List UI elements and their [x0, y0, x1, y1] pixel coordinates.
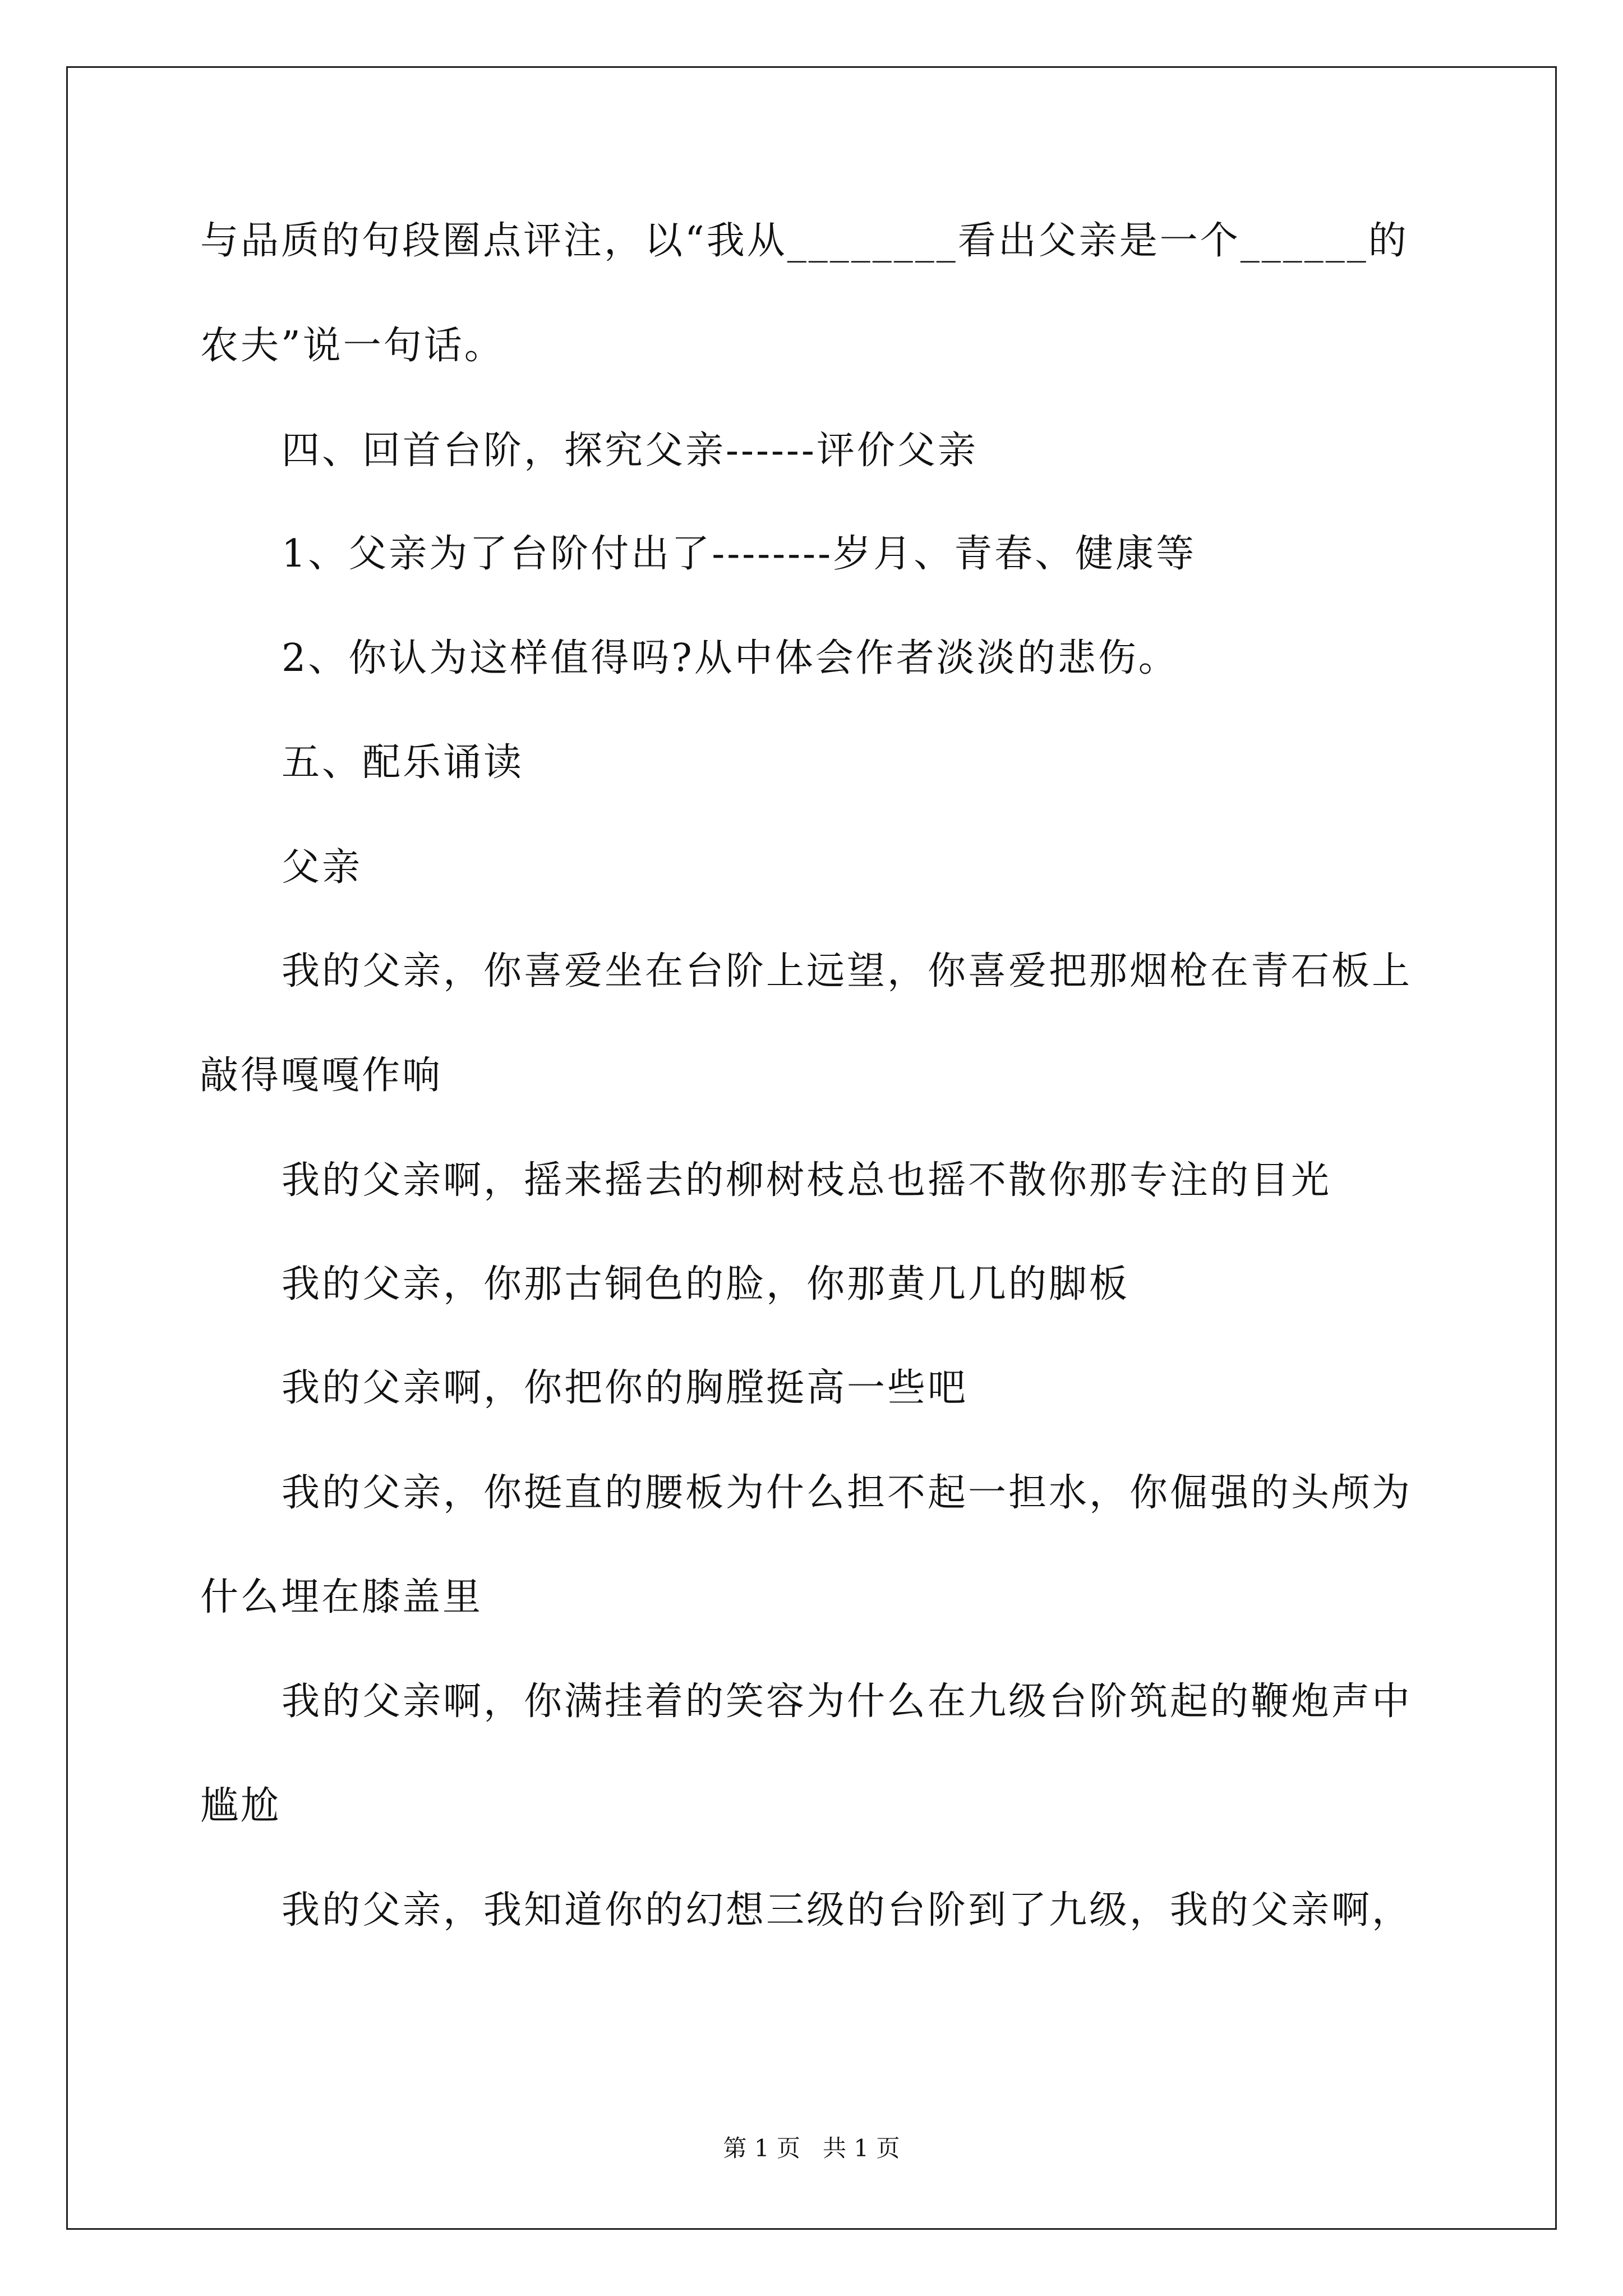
poem-line: 尴尬: [200, 1784, 282, 1828]
poem-line: 我的父亲啊，你把你的胸膛挺高一些吧: [282, 1366, 969, 1410]
list-item: 2、你认为这样值得吗?从中体会作者淡淡的悲伤。: [282, 636, 1179, 680]
text-line: 与品质的句段圈点评注，以“我从________看出父亲是一个______的: [200, 219, 1409, 263]
poem-line: 我的父亲啊，摇来摇去的柳树枝总也摇不散你那专注的目光: [282, 1158, 1332, 1203]
poem-line: 我的父亲啊，你满挂着的笑容为什么在九级台阶筑起的鞭炮声中: [282, 1680, 1413, 1724]
poem-line: 我的父亲，我知道你的幻想三级的台阶到了九级，我的父亲啊，: [282, 1888, 1413, 1932]
list-item: 1、父亲为了台阶付出了--------岁月、青春、健康等: [282, 532, 1197, 576]
poem-title: 父亲: [282, 845, 363, 890]
text-line: 农夫”说一句话。: [200, 324, 505, 368]
section-heading: 五、配乐诵读: [282, 740, 524, 785]
poem-line: 我的父亲，你喜爱坐在台阶上远望，你喜爱把那烟枪在青石板上: [282, 949, 1413, 993]
poem-line: 我的父亲，你挺直的腰板为什么担不起一担水，你倔强的头颅为: [282, 1471, 1413, 1515]
poem-line: 我的父亲，你那古铜色的脸，你那黄几几的脚板: [282, 1262, 1130, 1306]
poem-line: 敲得嘎嘎作响: [200, 1053, 443, 1098]
page-number: 第 1 页 共 1 页: [723, 2134, 900, 2162]
section-heading: 四、回首台阶，探究父亲------评价父亲: [282, 429, 978, 473]
poem-line: 什么埋在膝盖里: [200, 1575, 483, 1619]
